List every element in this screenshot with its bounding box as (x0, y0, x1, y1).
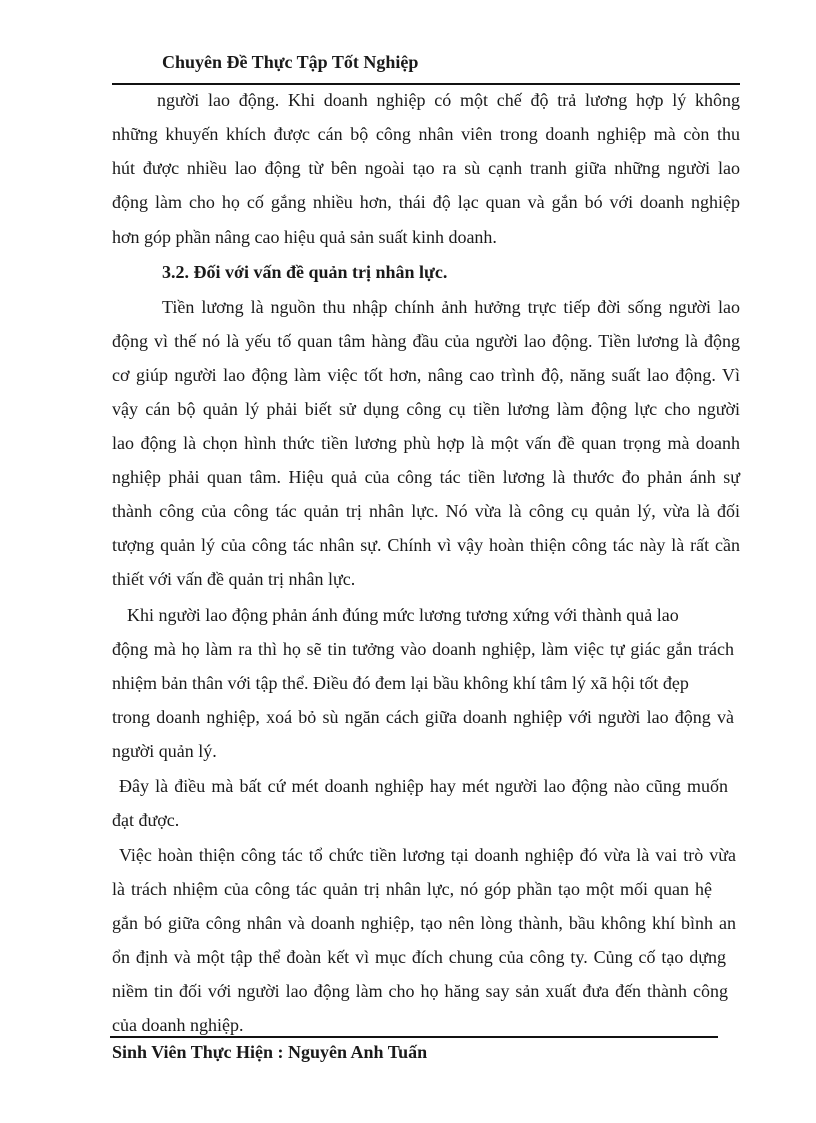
footer-divider (110, 1036, 718, 1038)
page-header-title: Chuyên Đề Thực Tập Tốt Nghiệp (162, 52, 419, 72)
body-line: thiết với vấn đề quản trị nhân lực. (112, 569, 356, 589)
body-line: Việc hoàn thiện công tác tổ chức tiền lương tại doanh nghiệp đó vừa là vai trò vừa (119, 845, 736, 865)
body-line: lao động là chọn hình thức tiền lương phù hợp là một vấn đề quan trọng mà doanh (112, 433, 740, 453)
body-line: vậy cán bộ quản lý phải biết sử dụng công cụ tiền lương làm động lực cho người (112, 399, 740, 419)
body-line: nghiệp phải quan tâm. Hiệu quả của công tác tiền lương là thước đo phản ánh sự (112, 467, 740, 487)
body-line: Tiền lương là nguồn thu nhập chính ảnh hưởng trực tiếp đời sống người lao (162, 297, 740, 317)
body-line: ổn định và một tập thể đoàn kết vì mục đích chung của công ty. Củng cố tạo dựng (112, 947, 726, 967)
body-line: tượng quản lý của công tác nhân sự. Chính vì vậy hoàn thiện công tác này là rất cần (112, 535, 740, 555)
body-line: thành công của công tác quản trị nhân lực. Nó vừa là công cụ quản lý, vừa là đối (112, 501, 740, 521)
body-line: đạt được. (112, 810, 180, 830)
body-line: động mà họ làm ra thì họ sẽ tin tưởng vào doanh nghiệp, làm việc tự giác gắn trách (112, 639, 734, 659)
body-line: hơn góp phần nâng cao hiệu quả sản suất kinh doanh. (112, 227, 497, 247)
body-line: người quản lý. (112, 741, 217, 761)
body-line: là trách nhiệm của công tác quản trị nhân lực, nó góp phần tạo một mối quan hệ (112, 879, 712, 899)
body-line: những khuyến khích được cán bộ công nhân viên trong doanh nghiệp mà còn thu (112, 124, 740, 144)
body-line: động vì thế nó là yếu tố quan tâm hàng đầu của người lao động. Tiền lương là động (112, 331, 740, 351)
body-line: nhiệm bản thân với tập thể. Điều đó đem lại bầu không khí tâm lý xã hội tốt đẹp (112, 673, 689, 693)
footer-author: Sinh Viên Thực Hiện : Nguyên Anh Tuấn (112, 1042, 428, 1062)
body-line: của doanh nghiệp. (112, 1015, 244, 1035)
body-line: người lao động. Khi doanh nghiệp có một chế độ trả lương hợp lý không (157, 90, 740, 110)
body-line: cơ giúp người lao động làm việc tốt hơn, nâng cao trình độ, năng suất lao động. Vì (112, 365, 740, 385)
body-line: trong doanh nghiệp, xoá bỏ sù ngăn cách giữa doanh nghiệp với người lao động và (112, 707, 734, 727)
header-divider (112, 83, 740, 85)
body-line: động làm cho họ cố gắng nhiều hơn, thái độ lạc quan và gắn bó với doanh nghiệp (112, 192, 740, 212)
section-heading: 3.2. Đối với vấn đề quản trị nhân lực. (162, 262, 448, 282)
body-line: Đây là điều mà bất cứ mét doanh nghiệp hay mét người lao động nào cũng muốn (119, 776, 728, 796)
body-line: hút được nhiều lao động từ bên ngoài tạo ra sù cạnh tranh giữa những người lao (112, 158, 740, 178)
body-line: niềm tin đối với người lao động làm cho họ hăng say sản xuất đưa đến thành công (112, 981, 728, 1001)
body-line: gắn bó giữa công nhân và doanh nghiệp, tạo nên lòng thành, bầu không khí bình an (112, 913, 736, 933)
body-line: Khi người lao động phản ánh đúng mức lương tương xứng với thành quả lao (127, 605, 679, 625)
